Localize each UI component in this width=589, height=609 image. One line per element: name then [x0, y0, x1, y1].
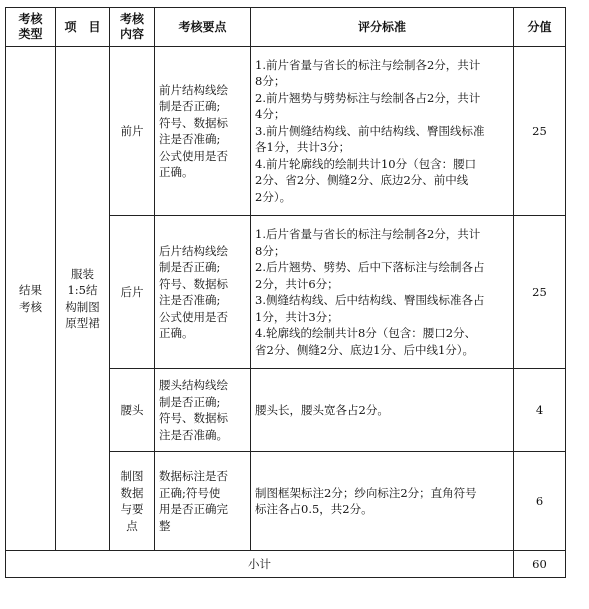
score-cell: 25 [514, 216, 566, 369]
table-row-front-panel [6, 47, 566, 216]
table-row-subtotal [6, 551, 566, 578]
header-score: 分值 [514, 8, 566, 47]
key-points-cell: 腰头结构线绘 制是否正确; 符号、数据标 注是否准确。 [155, 369, 251, 452]
criteria-cell: 腰头长，腰头宽各占2分。 [251, 369, 514, 452]
key-points-cell: 数据标注是否 正确;符号使 用是否正确完 整 [155, 452, 251, 551]
content-cell: 腰头 [110, 369, 155, 452]
key-points-cell: 前片结构线绘 制是否正确; 符号、数据标 注是否准确; 公式使用是否 正确。 [155, 47, 251, 216]
criteria-cell: 1.后片省量与省长的标注与绘制各2分，共计 8分； 2.后片翘势、劈势、后中下落标注与绘制各占 2分，共计6分； 3.侧缝结构线、后中结构线、臀围线标准各占 1分，共计3分； 4.轮廓线的绘制共计8分（包含：腰口2分、 省2分、侧缝2分、底边1分、后中线1分）。 [251, 216, 514, 369]
criteria-cell: 1.前片省量与省长的标注与绘制各2分，共计 8分； 2.前片翘势与劈势标注与绘制各占2分，共计 4分； 3.前片侧缝结构线、前中结构线、臀围线标准 各1分，共计3分； 4.前片轮廓线的绘制共计10分（包含：腰口 2分、省2分、侧缝2分、底边2分、前中线 2分）。 [251, 47, 514, 216]
content-cell: 前片 [110, 47, 155, 216]
grading-table-container [5, 7, 565, 578]
content-cell: 后片 [110, 216, 155, 369]
header-row [6, 8, 566, 47]
score-cell: 4 [514, 369, 566, 452]
header-assessment-type: 考核 类型 [6, 8, 56, 47]
score-cell: 6 [514, 452, 566, 551]
subtotal-label: 小计 [6, 551, 514, 578]
header-criteria: 评分标准 [251, 8, 514, 47]
header-key-points: 考核要点 [155, 8, 251, 47]
project-name-cell: 服装 1:5结 构制图 原型裙 [56, 47, 110, 551]
score-cell: 25 [514, 47, 566, 216]
grading-table [5, 7, 566, 578]
content-cell: 制图 数据 与要 点 [110, 452, 155, 551]
header-project: 项 目 [56, 8, 110, 47]
key-points-cell: 后片结构线绘 制是否正确; 符号、数据标 注是否准确; 公式使用是否 正确。 [155, 216, 251, 369]
assessment-type-cell: 结果 考核 [6, 47, 56, 551]
subtotal-score: 60 [514, 551, 566, 578]
criteria-cell: 制图框架标注2分；纱向标注2分；直角符号 标注各占0.5，共2分。 [251, 452, 514, 551]
header-assessment-content: 考核 内容 [110, 8, 155, 47]
